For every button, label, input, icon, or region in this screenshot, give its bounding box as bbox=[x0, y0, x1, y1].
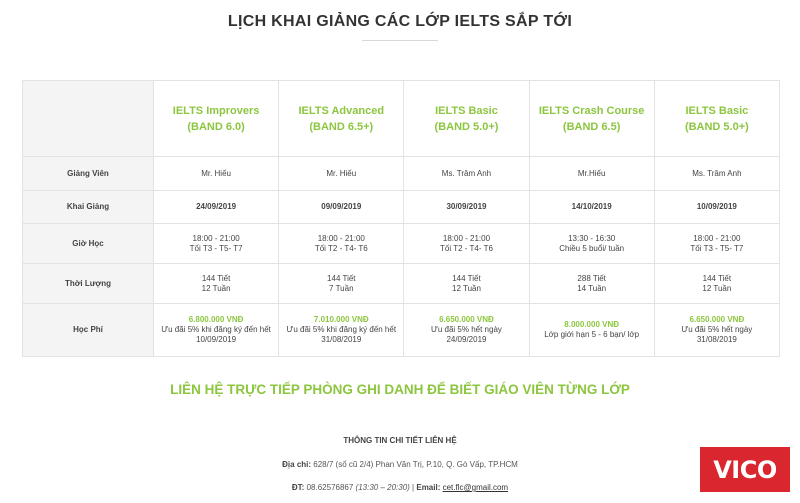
teacher-cell: Ms. Trâm Anh bbox=[404, 157, 529, 191]
duration-cell: 144 Tiết 12 Tuần bbox=[404, 264, 529, 304]
duration-cell: 144 Tiết 12 Tuần bbox=[654, 264, 779, 304]
contact-address bbox=[0, 460, 800, 469]
row-label-start: Khai Giảng bbox=[23, 191, 154, 224]
time-cell: 18:00 - 21:00 Tối T3 - T5- T7 bbox=[154, 224, 279, 264]
price: 6.650.000 VNĐ bbox=[689, 315, 745, 324]
row-label-time: Giờ Học bbox=[23, 224, 154, 264]
table-row-teacher bbox=[23, 157, 780, 191]
phone-number: 08.62576867 bbox=[306, 483, 354, 492]
email-link[interactable]: cet.flc@gmail.com bbox=[442, 483, 509, 492]
course-header: IELTS Basic (BAND 5.0+) bbox=[654, 81, 779, 157]
teacher-cell: Ms. Trâm Anh bbox=[654, 157, 779, 191]
contact-phone-email bbox=[0, 483, 800, 492]
table-row-time bbox=[23, 224, 780, 264]
time-cell: 13:30 - 16:30 Chiều 5 buổi/ tuần bbox=[529, 224, 654, 264]
contact-info-heading: THÔNG TIN CHI TIẾT LIÊN HỆ bbox=[343, 436, 457, 445]
course-header: IELTS Basic (BAND 5.0+) bbox=[404, 81, 529, 157]
time-cell: 18:00 - 21:00 Tối T3 - T5- T7 bbox=[654, 224, 779, 264]
duration-cell: 144 Tiết 7 Tuần bbox=[279, 264, 404, 304]
separator: | bbox=[412, 483, 415, 492]
course-header: IELTS Crash Course (BAND 6.5) bbox=[529, 81, 654, 157]
course-header: IELTS Advanced (BAND 6.5+) bbox=[279, 81, 404, 157]
row-label-fee: Học Phí bbox=[23, 304, 154, 357]
address-label: Địa chỉ: bbox=[282, 460, 312, 469]
schedule-table bbox=[22, 80, 780, 357]
teacher-cell: Mr. Hiếu bbox=[279, 157, 404, 191]
price: 8.000.000 VNĐ bbox=[564, 320, 619, 329]
table-row-start bbox=[23, 191, 780, 224]
contact-cta-heading: LIÊN HỆ TRỰC TIẾP PHÒNG GHI DANH ĐỂ BIẾT GIÁO VIÊN TỪNG LỚP bbox=[170, 382, 630, 397]
table-row-fee bbox=[23, 304, 780, 357]
time-cell: 18:00 - 21:00 Tối T2 - T4- T6 bbox=[404, 224, 529, 264]
fee-cell bbox=[154, 304, 279, 357]
address-value: 628/7 (số cũ 2/4) Phan Văn Trị, P.10, Q. Gò Vấp, TP.HCM bbox=[313, 460, 518, 469]
teacher-cell: Mr.Hiếu bbox=[529, 157, 654, 191]
fee-cell bbox=[404, 304, 529, 357]
fee-note-date: 31/08/2019 bbox=[696, 335, 737, 344]
row-label-duration: Thời Lượng bbox=[23, 264, 154, 304]
fee-cell bbox=[279, 304, 404, 357]
start-date-cell: 09/09/2019 bbox=[279, 191, 404, 224]
fee-note: Ưu đãi 5% hết ngày bbox=[431, 325, 502, 334]
table-row-duration bbox=[23, 264, 780, 304]
fee-note-date: 31/08/2019 bbox=[321, 335, 362, 344]
price: 6.650.000 VNĐ bbox=[439, 315, 494, 324]
fee-note-date: 10/09/2019 bbox=[196, 335, 237, 344]
fee-note: Ưu đãi 5% hết ngày bbox=[681, 325, 753, 334]
row-label-teacher: Giảng Viên bbox=[23, 157, 154, 191]
course-header: IELTS Improvers (BAND 6.0) bbox=[154, 81, 279, 157]
fee-cell bbox=[529, 304, 654, 357]
fee-cell bbox=[654, 304, 779, 357]
phone-label: ĐT: bbox=[291, 483, 305, 492]
duration-cell: 288 Tiết 14 Tuần bbox=[529, 264, 654, 304]
fee-note: Ưu đãi 5% khi đăng ký đến hết bbox=[161, 325, 271, 334]
vico-logo: VICO bbox=[700, 447, 790, 492]
start-date-cell: 14/10/2019 bbox=[529, 191, 654, 224]
duration-cell: 144 Tiết 12 Tuần bbox=[154, 264, 279, 304]
phone-hours: (13:30 – 20:30) bbox=[355, 483, 410, 492]
fee-note: Lớp giới hạn 5 - 6 bạn/ lớp bbox=[544, 330, 640, 339]
price: 7.010.000 VNĐ bbox=[313, 315, 369, 324]
time-cell: 18:00 - 21:00 Tối T2 - T4- T6 bbox=[279, 224, 404, 264]
price: 6.800.000 VNĐ bbox=[188, 315, 244, 324]
course-header-row bbox=[23, 81, 780, 157]
fee-note-date: 24/09/2019 bbox=[446, 335, 487, 344]
start-date-cell: 24/09/2019 bbox=[154, 191, 279, 224]
title-divider bbox=[362, 40, 438, 41]
email-label: Email: bbox=[416, 483, 441, 492]
page-title: LỊCH KHAI GIẢNG CÁC LỚP IELTS SẮP TỚI bbox=[227, 13, 573, 30]
teacher-cell: Mr. Hiếu bbox=[154, 157, 279, 191]
start-date-cell: 30/09/2019 bbox=[404, 191, 529, 224]
table-corner-cell bbox=[23, 81, 154, 157]
fee-note: Ưu đãi 5% khi đăng ký đến hết bbox=[286, 325, 397, 334]
start-date-cell: 10/09/2019 bbox=[654, 191, 779, 224]
